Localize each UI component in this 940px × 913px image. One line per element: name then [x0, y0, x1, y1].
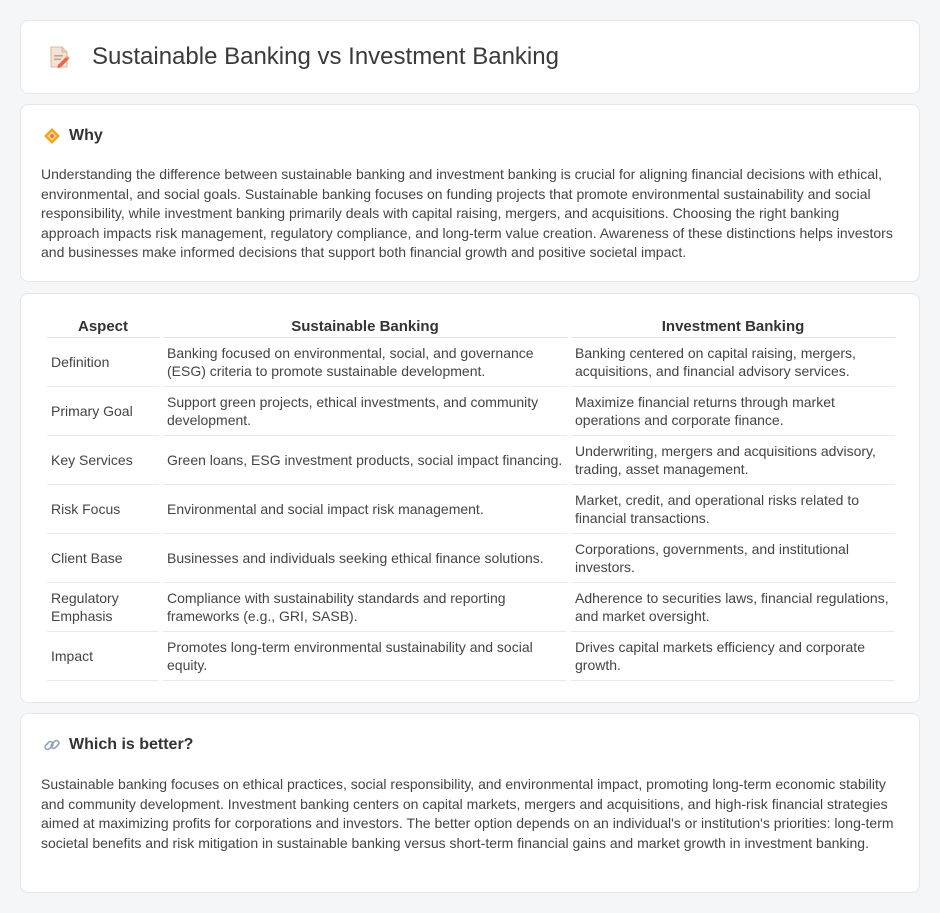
- row-sustainable: Environmental and social impact risk management.: [163, 485, 567, 534]
- row-sustainable: Support green projects, ethical investments, and community development.: [163, 387, 567, 436]
- diamond-icon: [43, 127, 61, 145]
- table-row: [47, 534, 895, 583]
- why-text: Understanding the difference between sustainable banking and investment banking is crucial for aligning financial decisions with ethical, environmental, and social goals. Sustainable banking focuses on funding projects that promote environmental sustainability and social responsibility, while investment banking primarily deals with capital raising, mergers, and acquisitions. Choosing the right banking approach impacts risk management, regulatory compliance, and long-term value creation. Awareness of these distinctions helps investors and businesses make informed decisions that support both financial growth and positive societal impact.: [41, 166, 893, 261]
- row-investment: Underwriting, mergers and acquisitions advisory, trading, asset management.: [571, 436, 895, 485]
- row-aspect: Primary Goal: [47, 387, 159, 436]
- better-text: Sustainable banking focuses on ethical practices, social responsibility, and environmental impact, promoting long-term economic stability and community development. Investment banking centers on capital markets, mergers and acquisitions, and high-risk financial strategies aimed at maximizing profits for corporations and investors. The better option depends on an individual's or institution's priorities: long-term societal benefits and risk mitigation in sustainable banking versus short-term financial gains and market growth in investment banking.: [41, 776, 894, 851]
- header-investment: Investment Banking: [571, 316, 895, 338]
- header-aspect: Aspect: [47, 316, 159, 338]
- row-aspect: Regulatory Emphasis: [47, 583, 159, 632]
- row-sustainable: Promotes long-term environmental sustainability and social equity.: [163, 632, 567, 681]
- row-investment: Corporations, governments, and institutional investors.: [571, 534, 895, 583]
- table-row: [47, 436, 895, 485]
- row-sustainable: Businesses and individuals seeking ethical finance solutions.: [163, 534, 567, 583]
- row-investment: Drives capital markets efficiency and corporate growth.: [571, 632, 895, 681]
- comparison-table: [43, 316, 899, 681]
- why-header: [43, 127, 103, 145]
- row-aspect: Risk Focus: [47, 485, 159, 534]
- header-sustainable: Sustainable Banking: [163, 316, 567, 338]
- row-aspect: Client Base: [47, 534, 159, 583]
- row-sustainable: Green loans, ESG investment products, social impact financing.: [163, 436, 567, 485]
- comparison-card: [20, 293, 920, 703]
- better-card: [20, 713, 920, 893]
- title-card: [20, 20, 920, 94]
- link-icon: [43, 736, 61, 754]
- better-header: [43, 736, 193, 754]
- table-row: [47, 338, 895, 387]
- why-heading: Why: [69, 127, 103, 144]
- document-edit-icon: [46, 44, 72, 70]
- row-investment: Adherence to securities laws, financial regulations, and market oversight.: [571, 583, 895, 632]
- table-row: [47, 485, 895, 534]
- row-aspect: Definition: [47, 338, 159, 387]
- table-row: [47, 387, 895, 436]
- table-row: [47, 632, 895, 681]
- table-header-row: [47, 316, 895, 338]
- row-investment: Maximize financial returns through market operations and corporate finance.: [571, 387, 895, 436]
- row-sustainable: Compliance with sustainability standards and reporting frameworks (e.g., GRI, SASB).: [163, 583, 567, 632]
- row-aspect: Impact: [47, 632, 159, 681]
- why-card: [20, 104, 920, 282]
- better-heading: Which is better?: [69, 736, 194, 753]
- table-row: [47, 583, 895, 632]
- row-aspect: Key Services: [47, 436, 159, 485]
- row-sustainable: Banking focused on environmental, social, and governance (ESG) criteria to promote sustainable development.: [163, 338, 567, 387]
- row-investment: Banking centered on capital raising, mergers, acquisitions, and financial advisory services.: [571, 338, 895, 387]
- page-title: Sustainable Banking vs Investment Banking: [92, 43, 559, 70]
- row-investment: Market, credit, and operational risks related to financial transactions.: [571, 485, 895, 534]
